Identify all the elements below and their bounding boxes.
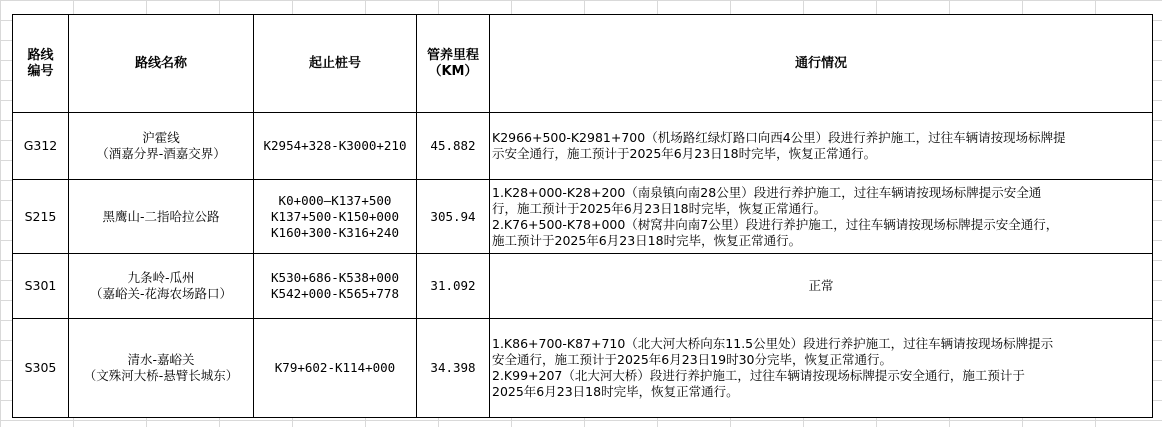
route-code-cell: G312 <box>13 113 69 180</box>
route-code-cell: S301 <box>13 254 69 319</box>
header-route-name: 路线名称 <box>69 15 254 113</box>
header-row <box>13 15 1153 113</box>
stake-range-cell: K0+000—K137+500 K137+500-K150+000 K160+300-K316+240 <box>254 180 417 254</box>
header-mileage: 管养里程 （KM） <box>417 15 490 113</box>
traffic-status-cell: 1.K28+000-K28+200（南泉镇向南28公里）段进行养护施工，过往车辆请按现场标牌提示安全通 行，施工预计于2025年6月23日18时完毕，恢复正常通行。 2.K76+500-K78+000（树窝井向南7公里）段进行养护施工，过往车辆请按现场标牌提示安全通行， 施工预计于2025年6月23日18时完毕，恢复正常通行。 <box>490 180 1153 254</box>
stake-range-cell: K79+602-K114+000 <box>254 319 417 418</box>
route-name-cell: 黑鹰山-二指哈拉公路 <box>69 180 254 254</box>
table-row <box>13 319 1153 418</box>
table-row <box>13 180 1153 254</box>
mileage-cell: 31.092 <box>417 254 490 319</box>
table-row <box>13 254 1153 319</box>
mileage-cell: 305.94 <box>417 180 490 254</box>
stake-range-cell: K530+686-K538+000 K542+000-K565+778 <box>254 254 417 319</box>
road-status-table <box>12 14 1153 418</box>
route-code-cell: S215 <box>13 180 69 254</box>
table-row <box>13 113 1153 180</box>
route-code-cell: S305 <box>13 319 69 418</box>
route-name-cell: 九条岭-瓜州 （嘉峪关-花海农场路口） <box>69 254 254 319</box>
traffic-status-cell: 正常 <box>490 254 1153 319</box>
route-name-cell: 沪霍线 （酒嘉分界-酒嘉交界） <box>69 113 254 180</box>
header-route-code: 路线 编号 <box>13 15 69 113</box>
mileage-cell: 34.398 <box>417 319 490 418</box>
traffic-status-cell: K2966+500-K2981+700（机场路红绿灯路口向西4公里）段进行养护施工，过往车辆请按现场标牌提 示安全通行，施工预计于2025年6月23日18时完毕，恢复正常通行。 <box>490 113 1153 180</box>
header-stake-range: 起止桩号 <box>254 15 417 113</box>
header-traffic-status: 通行情况 <box>490 15 1153 113</box>
mileage-cell: 45.882 <box>417 113 490 180</box>
route-name-cell: 清水-嘉峪关 （文殊河大桥-悬臂长城东） <box>69 319 254 418</box>
stake-range-cell: K2954+328-K3000+210 <box>254 113 417 180</box>
traffic-status-cell: 1.K86+700-K87+710（北大河大桥向东11.5公里处）段进行养护施工，过往车辆请按现场标牌提示 安全通行，施工预计于2025年6月23日19时30分完毕，恢复正常通行。 2.K99+207（北大河大桥）段进行养护施工，过往车辆请按现场标牌提示安全通行，施工预计于 2025年6月23日18时完毕，恢复正常通行。 <box>490 319 1153 418</box>
